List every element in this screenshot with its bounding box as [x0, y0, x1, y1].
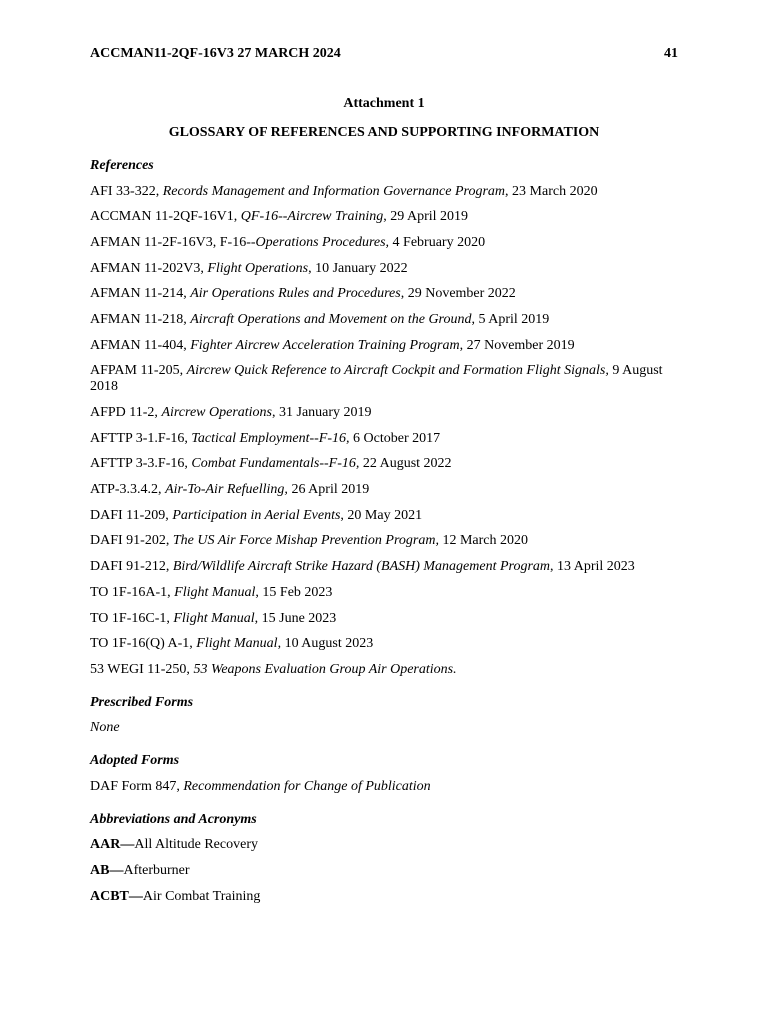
reference-title: Aircraft Operations and Movement on the Ground: [190, 311, 472, 327]
reference-number: AFPAM 11-205,: [90, 363, 187, 379]
reference-entry: [90, 184, 678, 200]
reference-title: Combat Fundamentals--F-16,: [191, 456, 360, 472]
reference-number: DAF Form 847,: [90, 778, 184, 794]
reference-entry: [90, 533, 678, 549]
acronym-entry: [90, 863, 678, 879]
references-list: [90, 184, 678, 678]
prescribed-forms-heading: Prescribed Forms: [90, 694, 194, 710]
reference-entry: [90, 611, 678, 627]
reference-title: Operations Procedures,: [255, 234, 390, 250]
adopted-forms-section: [90, 753, 678, 795]
reference-number: TO 1F-16A-1,: [90, 584, 175, 600]
reference-entry: [90, 662, 678, 678]
reference-number: AFTTP 3-3.F-16,: [90, 456, 192, 472]
reference-entry: [90, 363, 678, 395]
reference-entry: [90, 286, 678, 302]
prescribed-forms-section: [90, 695, 678, 737]
reference-number: DAFI 91-212,: [90, 559, 173, 575]
reference-title: Flight Operations: [207, 260, 309, 276]
reference-title: Fighter Aircrew Acceleration Training Program: [190, 337, 460, 353]
reference-date: , 20 May 2021: [340, 507, 423, 523]
reference-title: Participation in Aerial Events: [172, 507, 341, 523]
glossary-content: [90, 158, 678, 905]
reference-date: 12 March 2020: [438, 533, 528, 549]
reference-date: 26 April 2019: [287, 482, 370, 498]
reference-title: Flight Manual: [196, 636, 278, 652]
reference-entry: [90, 431, 678, 447]
reference-title: Tactical Employment--F-16,: [191, 430, 350, 446]
reference-title: 53 Weapons Evaluation Group Air Operations.: [193, 661, 457, 677]
abbreviations-heading: Abbreviations and Acronyms: [90, 811, 257, 827]
reference-date: , 5 April 2019: [471, 311, 550, 327]
reference-title: Bird/Wildlife Aircraft Strike Hazard (BASH) Management Program: [172, 559, 551, 575]
acronym-entry: [90, 837, 678, 853]
reference-title: Flight Manual: [174, 584, 256, 600]
reference-number: AFMAN 11-214,: [90, 286, 191, 302]
reference-entry: [90, 312, 678, 328]
reference-entry: [90, 585, 678, 601]
reference-number: AFMAN 11-218,: [90, 311, 191, 327]
reference-number: DAFI 91-202,: [90, 533, 173, 549]
reference-number: AFMAN 11-2F-16V3, F-16--: [90, 234, 256, 250]
reference-date: , 10 January 2022: [308, 260, 408, 276]
reference-title: The US Air Force Mishap Prevention Program,: [172, 533, 439, 549]
adopted-forms-heading: Adopted Forms: [90, 753, 180, 769]
reference-entry: [90, 235, 678, 251]
reference-title: Air Operations Rules and Procedures: [190, 286, 401, 302]
reference-date: 22 August 2022: [359, 456, 452, 472]
reference-number: 53 WEGI 11-250,: [90, 661, 194, 677]
acronym-term: AAR: [90, 837, 121, 853]
references-heading: References: [90, 158, 154, 173]
acronym-dash: —: [109, 862, 124, 878]
reference-date: , 13 April 2023: [550, 559, 635, 575]
reference-entry: [90, 338, 678, 354]
reference-entry: [90, 405, 678, 421]
reference-entry: [90, 209, 678, 225]
reference-number: AFMAN 11-202V3,: [90, 260, 208, 276]
reference-entry: [90, 559, 678, 575]
abbreviations-section: [90, 812, 678, 905]
reference-entry: [90, 779, 678, 795]
reference-title: Flight Manual: [173, 610, 255, 626]
reference-title: Records Management and Information Governance Program: [162, 183, 506, 199]
reference-entry: [90, 508, 678, 524]
page-number: 41: [664, 46, 678, 61]
reference-number: ACCMAN 11-2QF-16V1,: [90, 209, 241, 225]
reference-title: Air-To-Air Refuelling,: [165, 482, 288, 498]
reference-date: , 29 November 2022: [400, 286, 516, 302]
acronym-definition: Air Combat Training: [142, 888, 261, 904]
reference-number: TO 1F-16(Q) A-1,: [90, 636, 197, 652]
glossary-title: GLOSSARY OF REFERENCES AND SUPPORTING INFORMATION: [168, 125, 600, 140]
reference-number: ATP-3.3.4.2,: [90, 482, 166, 498]
reference-title: Aircrew Operations: [161, 405, 273, 420]
reference-number: AFPD 11-2,: [90, 405, 162, 420]
reference-date: , 29 April 2019: [383, 209, 469, 225]
reference-number: AFMAN 11-404,: [90, 337, 191, 353]
reference-date: , 10 August 2023: [277, 636, 374, 652]
reference-number: AFTTP 3-1.F-16,: [90, 430, 192, 446]
reference-date: , 31 January 2019: [272, 405, 372, 420]
reference-number: DAFI 11-209,: [90, 507, 173, 523]
reference-date: , 15 June 2023: [254, 610, 337, 626]
acronym-dash: —: [120, 837, 135, 853]
reference-title: Aircrew Quick Reference to Aircraft Cockpit and Formation Flight Signals,: [186, 363, 609, 379]
reference-date: 6 October 2017: [349, 430, 441, 446]
reference-entry: [90, 482, 678, 498]
acronym-definition: All Altitude Recovery: [134, 837, 258, 853]
reference-title: Recommendation for Change of Publication: [183, 778, 431, 794]
prescribed-forms-value: None: [90, 720, 120, 736]
references-section: [90, 158, 678, 678]
acronym-term: AB: [90, 862, 110, 878]
reference-title: QF-16--Aircrew Training: [240, 209, 384, 225]
reference-date: , 23 March 2020: [505, 183, 598, 199]
acronym-entry: [90, 889, 678, 905]
reference-date: , 15 Feb 2023: [255, 584, 333, 600]
reference-date: 4 February 2020: [389, 234, 486, 250]
reference-date: 9 August 2018: [90, 363, 663, 395]
page-header: [90, 46, 678, 62]
reference-number: AFI 33-322,: [90, 183, 163, 199]
reference-entry: [90, 261, 678, 277]
attachment-title: Attachment 1: [343, 96, 425, 111]
acronym-term: ACBT: [90, 888, 129, 904]
abbreviations-list: [90, 837, 678, 904]
reference-entry: [90, 456, 678, 472]
reference-number: TO 1F-16C-1,: [90, 610, 174, 626]
reference-date: , 27 November 2019: [459, 337, 575, 353]
reference-entry: [90, 636, 678, 652]
document-identifier: ACCMAN11-2QF-16V3 27 MARCH 2024: [90, 46, 341, 61]
adopted-forms-list: [90, 779, 678, 795]
acronym-dash: —: [128, 888, 143, 904]
acronym-definition: Afterburner: [123, 862, 190, 878]
